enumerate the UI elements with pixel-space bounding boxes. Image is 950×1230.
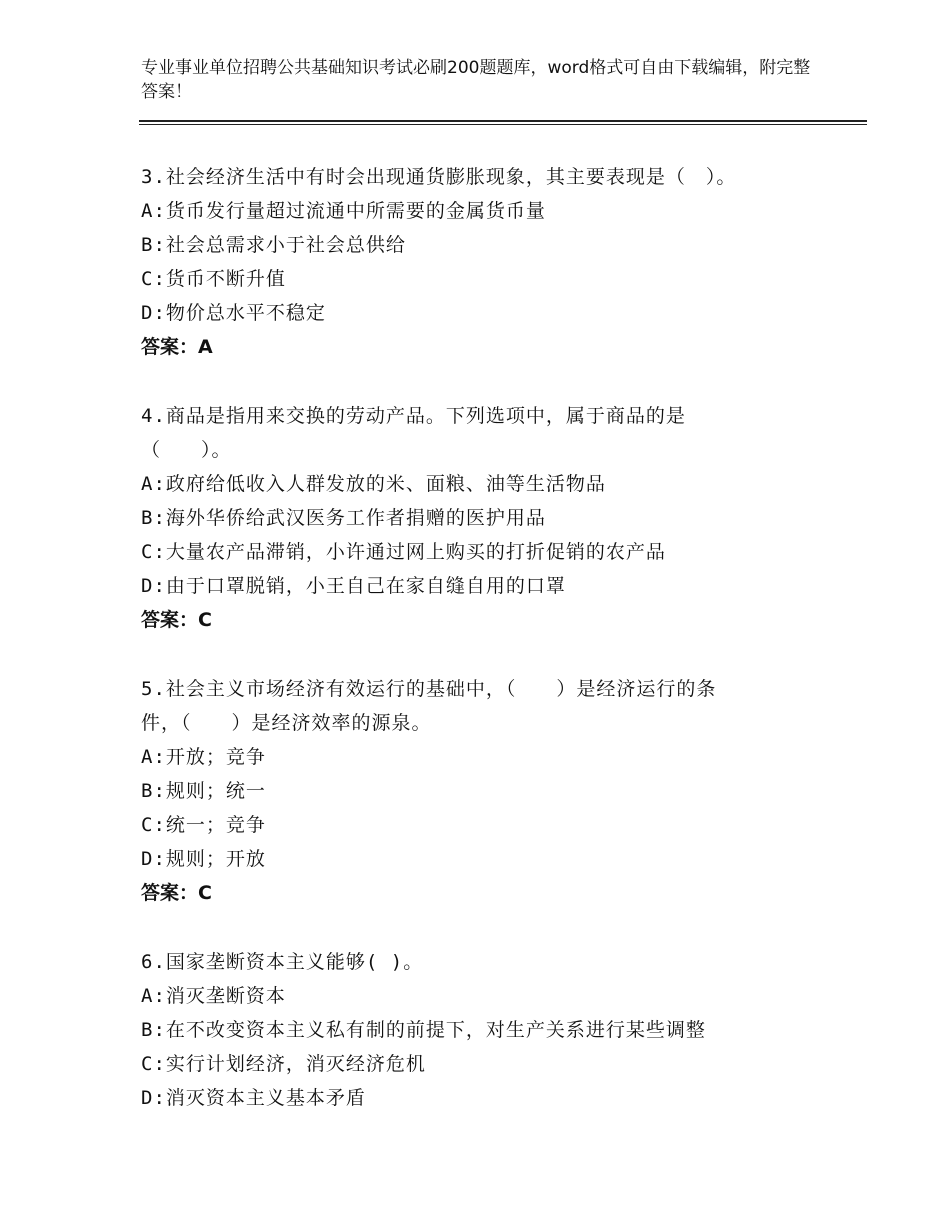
option-d: D:消灭资本主义基本矛盾 — [141, 1087, 366, 1109]
option-c: C:货币不断升值 — [141, 268, 286, 290]
header-text: 专业事业单位招聘公共基础知识考试必刷200题题库，word格式可自由下载编辑，附完整答案！ — [141, 58, 811, 102]
question-stem: 6.国家垄断资本主义能够( )。 — [141, 951, 424, 973]
question-stem: 3.社会经济生活中有时会出现通货膨胀现象，其主要表现是（ ）。 — [141, 166, 737, 188]
option-d: D:规则；开放 — [141, 848, 266, 870]
option-d: D:由于口罩脱销，小王自己在家自缝自用的口罩 — [141, 575, 566, 597]
option-c: C:统一；竞争 — [141, 814, 266, 836]
option-a: A:消灭垄断资本 — [141, 985, 286, 1007]
option-d: D:物价总水平不稳定 — [141, 302, 326, 324]
question-stem: 5.社会主义市场经济有效运行的基础中，（ ）是经济运行的条 — [141, 678, 717, 700]
question-4 — [141, 399, 841, 637]
option-b: B:社会总需求小于社会总供给 — [141, 234, 406, 256]
option-c: C:大量农产品滞销，小许通过网上购买的打折促销的农产品 — [141, 541, 666, 563]
document-header — [141, 56, 821, 104]
question-5 — [141, 672, 841, 910]
question-6 — [141, 945, 841, 1115]
question-stem-continued: 件，（ ）是经济效率的源泉。 — [141, 712, 432, 734]
question-3 — [141, 160, 841, 364]
answer-label: 答案：C — [141, 609, 212, 631]
option-b: B:规则；统一 — [141, 780, 266, 802]
answer-label: 答案：C — [141, 882, 212, 904]
option-b: B:在不改变资本主义私有制的前提下，对生产关系进行某些调整 — [141, 1019, 706, 1041]
option-b: B:海外华侨给武汉医务工作者捐赠的医护用品 — [141, 507, 546, 529]
question-stem-continued: （ ）。 — [141, 439, 232, 461]
header-divider — [139, 120, 867, 122]
option-a: A:政府给低收入人群发放的米、面粮、油等生活物品 — [141, 473, 606, 495]
answer-label: 答案：A — [141, 336, 213, 358]
option-c: C:实行计划经济，消灭经济危机 — [141, 1053, 426, 1075]
question-stem: 4.商品是指用来交换的劳动产品。下列选项中，属于商品的是 — [141, 405, 686, 427]
option-a: A:货币发行量超过流通中所需要的金属货币量 — [141, 200, 546, 222]
option-a: A:开放；竞争 — [141, 746, 266, 768]
